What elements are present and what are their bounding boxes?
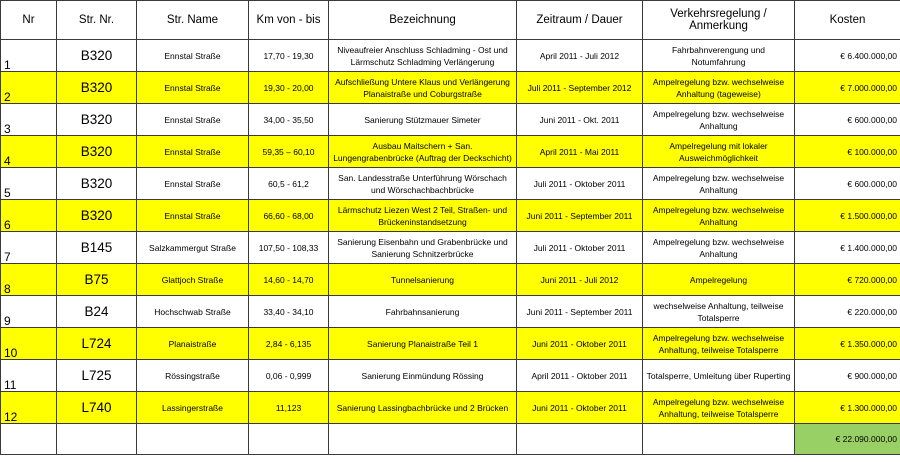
cell-kosten: € 600.000,00 (795, 168, 900, 200)
cell-str-name: Planaistraße (137, 328, 249, 360)
cell-str-name: Lassingerstraße (137, 392, 249, 424)
cell-str-name: Ennstal Straße (137, 40, 249, 72)
cell-bezeichnung: Sanierung Lassingbachbrücke und 2 Brücken (329, 392, 517, 424)
header-nr: Nr (1, 1, 57, 40)
cell-kosten: € 1.350.000,00 (795, 328, 900, 360)
cell-zeitraum: Juli 2011 - September 2012 (517, 72, 643, 104)
cell-km: 60,5 - 61,2 (249, 168, 329, 200)
cell-nr: 10 (1, 328, 57, 360)
cell-str-nr: B320 (57, 200, 137, 232)
cell-nr: 12 (1, 392, 57, 424)
cell-km: 17,70 - 19,30 (249, 40, 329, 72)
empty-cell (517, 424, 643, 455)
cell-zeitraum: April 2011 - Juli 2012 (517, 40, 643, 72)
cell-km: 107,50 - 108,33 (249, 232, 329, 264)
empty-cell (1, 424, 57, 455)
cell-verkehrsregelung: Ampelregelung bzw. wechselweise Anhaltung, teilweise Totalsperre (643, 328, 795, 360)
cell-verkehrsregelung: Ampelregelung bzw. wechselweise Anhaltung (643, 168, 795, 200)
table-row (1, 200, 900, 232)
cell-zeitraum: Juli 2011 - Oktober 2011 (517, 168, 643, 200)
empty-cell (329, 424, 517, 455)
header-verkehrsregelung-line2: Anmerkung (689, 20, 748, 32)
table-row (1, 168, 900, 200)
cell-str-nr: B320 (57, 168, 137, 200)
cell-nr: 9 (1, 296, 57, 328)
cell-str-nr: L740 (57, 392, 137, 424)
empty-cell (643, 424, 795, 455)
cell-kosten: € 1.400.000,00 (795, 232, 900, 264)
header-kosten: Kosten (795, 1, 900, 40)
empty-cell (137, 424, 249, 455)
cell-verkehrsregelung: Ampelregelung (643, 264, 795, 296)
cell-kosten: € 6.400.000,00 (795, 40, 900, 72)
cell-bezeichnung: Fahrbahnsanierung (329, 296, 517, 328)
cell-str-name: Ennstal Straße (137, 72, 249, 104)
header-str-nr: Str. Nr. (57, 1, 137, 40)
table-row (1, 392, 900, 424)
cell-kosten: € 600.000,00 (795, 104, 900, 136)
table-row (1, 104, 900, 136)
cell-verkehrsregelung: Ampelregelung mit lokaler Ausweichmöglichkeit (643, 136, 795, 168)
cell-kosten: € 900.000,00 (795, 360, 900, 392)
cell-kosten: € 1.300.000,00 (795, 392, 900, 424)
cell-str-nr: B75 (57, 264, 137, 296)
cell-bezeichnung: Sanierung Eisenbahn und Grabenbrücke und Sanierung Schnitzerbrücke (329, 232, 517, 264)
total-cost: € 22.090.000,00 (795, 424, 900, 455)
cell-nr: 1 (1, 40, 57, 72)
empty-cell (57, 424, 137, 455)
header-bezeichnung: Bezeichnung (329, 1, 517, 40)
cell-zeitraum: Juni 2011 - September 2011 (517, 296, 643, 328)
cell-nr: 7 (1, 232, 57, 264)
cell-nr: 11 (1, 360, 57, 392)
table-row (1, 360, 900, 392)
cell-str-nr: B24 (57, 296, 137, 328)
header-verkehrsregelung (643, 1, 795, 40)
cell-nr: 6 (1, 200, 57, 232)
cell-zeitraum: Juni 2011 - Okt. 2011 (517, 104, 643, 136)
cell-km: 34,00 - 35,50 (249, 104, 329, 136)
header-zeitraum: Zeitraum / Dauer (517, 1, 643, 40)
cell-km: 0,06 - 0,999 (249, 360, 329, 392)
total-row (1, 424, 900, 455)
table-row (1, 328, 900, 360)
cell-str-nr: L725 (57, 360, 137, 392)
cell-str-name: Ennstal Straße (137, 104, 249, 136)
cell-verkehrsregelung: Totalsperre, Umleitung über Ruperting (643, 360, 795, 392)
cell-nr: 5 (1, 168, 57, 200)
cell-kosten: € 100.000,00 (795, 136, 900, 168)
cell-km: 66,60 - 68,00 (249, 200, 329, 232)
table-row (1, 40, 900, 72)
cell-str-name: Ennstal Straße (137, 200, 249, 232)
cell-bezeichnung: Lärmschutz Liezen West 2 Teil, Straßen- und Brückeninstandsetzung (329, 200, 517, 232)
cell-str-nr: B320 (57, 104, 137, 136)
cell-str-nr: B320 (57, 72, 137, 104)
cell-str-name: Rössingstraße (137, 360, 249, 392)
cell-bezeichnung: Sanierung Planaistraße Teil 1 (329, 328, 517, 360)
cell-str-name: Glattjoch Straße (137, 264, 249, 296)
table-row (1, 296, 900, 328)
cell-zeitraum: April 2011 - Oktober 2011 (517, 360, 643, 392)
cell-zeitraum: Juni 2011 - Juli 2012 (517, 264, 643, 296)
cell-kosten: € 7.000.000,00 (795, 72, 900, 104)
cell-bezeichnung: Sanierung Stützmauer Simeter (329, 104, 517, 136)
table-row (1, 136, 900, 168)
cell-kosten: € 720.000,00 (795, 264, 900, 296)
cell-nr: 4 (1, 136, 57, 168)
cell-nr: 8 (1, 264, 57, 296)
cell-str-nr: B320 (57, 136, 137, 168)
table-row (1, 72, 900, 104)
cell-str-name: Hochschwab Straße (137, 296, 249, 328)
cell-verkehrsregelung: Ampelregelung bzw. wechselweise Anhaltung (643, 232, 795, 264)
cell-verkehrsregelung: Ampelregelung bzw. wechselweise Anhaltung, teilweise Totalsperre (643, 392, 795, 424)
cell-str-name: Ennstal Straße (137, 168, 249, 200)
cell-km: 59,35 – 60,10 (249, 136, 329, 168)
cell-bezeichnung: Aufschließung Untere Klaus und Verlängerung Planaistraße und Coburgstraße (329, 72, 517, 104)
cell-kosten: € 1.500.000,00 (795, 200, 900, 232)
cell-bezeichnung: San. Landesstraße Unterführung Wörschach und Wörschachbachbrücke (329, 168, 517, 200)
header-str-name: Str. Name (137, 1, 249, 40)
cell-verkehrsregelung: Ampelregelung bzw. wechselweise Anhaltung (tageweise) (643, 72, 795, 104)
header-km: Km von - bis (249, 1, 329, 40)
empty-cell (249, 424, 329, 455)
cell-bezeichnung: Tunnelsanierung (329, 264, 517, 296)
cell-str-name: Ennstal Straße (137, 136, 249, 168)
cell-verkehrsregelung: Fahrbahnverengung und Notumfahrung (643, 40, 795, 72)
cell-zeitraum: Juli 2011 - Oktober 2011 (517, 232, 643, 264)
cell-kosten: € 220.000,00 (795, 296, 900, 328)
cell-nr: 3 (1, 104, 57, 136)
cell-km: 33,40 - 34,10 (249, 296, 329, 328)
cell-verkehrsregelung: Ampelregelung bzw. wechselweise Anhaltung (643, 200, 795, 232)
cell-str-nr: L724 (57, 328, 137, 360)
cell-nr: 2 (1, 72, 57, 104)
table-row (1, 264, 900, 296)
cell-zeitraum: Juni 2011 - Oktober 2011 (517, 392, 643, 424)
table-row (1, 232, 900, 264)
cell-str-nr: B145 (57, 232, 137, 264)
cell-bezeichnung: Sanierung Einmündung Rössing (329, 360, 517, 392)
cell-zeitraum: Juni 2011 - September 2011 (517, 200, 643, 232)
cell-km: 19,30 - 20,00 (249, 72, 329, 104)
cell-verkehrsregelung: wechselweise Anhaltung, teilweise Totalsperre (643, 296, 795, 328)
cell-km: 2,84 - 6,135 (249, 328, 329, 360)
cell-verkehrsregelung: Ampelregelung bzw. wechselweise Anhaltung (643, 104, 795, 136)
cell-zeitraum: Juni 2011 - Oktober 2011 (517, 328, 643, 360)
cell-zeitraum: April 2011 - Mai 2011 (517, 136, 643, 168)
header-verkehrsregelung-line1: Verkehrsregelung / (670, 8, 767, 20)
cell-km: 14,60 - 14,70 (249, 264, 329, 296)
cell-bezeichnung: Niveaufreier Anschluss Schladming - Ost und Lärmschutz Schladming Verlängerung (329, 40, 517, 72)
header-row (1, 1, 900, 40)
cell-str-name: Salzkammergut Straße (137, 232, 249, 264)
cell-km: 11,123 (249, 392, 329, 424)
cell-str-nr: B320 (57, 40, 137, 72)
cell-bezeichnung: Ausbau Maitschern + San. Lungengrabenbrücke (Auftrag der Deckschicht) (329, 136, 517, 168)
